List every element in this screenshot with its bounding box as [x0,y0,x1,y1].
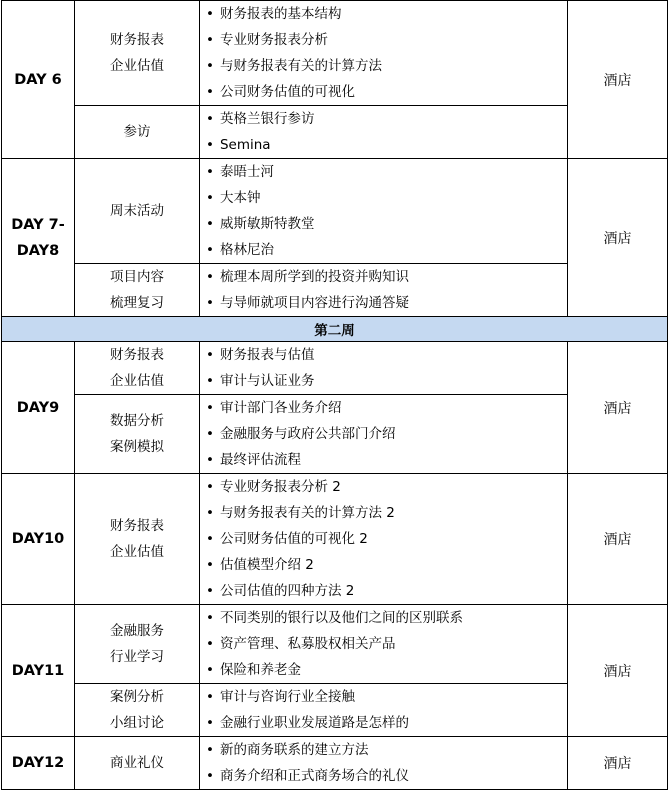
session-items [200,474,568,605]
bullet-item: • 英格兰银行参访 [206,106,567,132]
session-items [200,106,568,159]
schedule-row [2,1,668,106]
week-header-row [2,317,668,342]
session-topic [75,159,200,264]
bullet-item: • 与导师就项目内容进行沟通答疑 [206,290,567,316]
bullet-list [206,342,567,394]
bullet-item: • 商务介绍和正式商务场合的礼仪 [206,763,567,789]
day-label [2,605,75,737]
bullet-item: • 威斯敏斯特教堂 [206,211,567,237]
session-topic [75,605,200,684]
bullet-item: • 公司财务估值的可视化 2 [206,526,567,552]
day-label-line: DAY11 [11,662,65,679]
session-items [200,395,568,474]
session-topic [75,737,200,790]
session-topic [75,684,200,737]
bullet-list [206,159,567,263]
bullet-item: • 审计部门各业务介绍 [206,395,567,421]
bullet-list [206,264,567,316]
session-topic-line: 项目内容 [110,269,164,285]
day-label-line: DAY8 [16,242,60,259]
bullet-list [206,474,567,604]
session-topic [75,1,200,106]
location-cell: 酒店 [568,605,668,737]
bullet-item: • 财务报表的基本结构 [206,1,567,27]
bullet-item: • 与财务报表有关的计算方法 [206,53,567,79]
session-topic-line: 商业礼仪 [110,755,164,771]
bullet-item: • 审计与认证业务 [206,368,567,394]
session-items [200,684,568,737]
session-topic [75,106,200,159]
bullet-item: • 公司估值的四种方法 2 [206,578,567,604]
session-topic-line: 数据分析 [110,413,164,429]
bullet-list [206,737,567,789]
bullet-item: • 专业财务报表分析 [206,27,567,53]
bullet-item: • 最终评估流程 [206,447,567,473]
bullet-item: • 大本钟 [206,185,567,211]
bullet-item: • 新的商务联系的建立方法 [206,737,567,763]
bullet-item: • Semina [206,132,567,158]
session-topic-line: 案例分析 [110,689,164,705]
session-topic-line: 案例模拟 [110,439,164,455]
day-label-line: DAY 7- [11,216,65,233]
day-label [2,1,75,159]
bullet-list [206,605,567,683]
bullet-item: • 审计与咨询行业全接触 [206,684,567,710]
session-topic-line: 财务报表 [110,347,164,363]
bullet-item: • 格林尼治 [206,237,567,263]
location-cell: 酒店 [568,737,668,790]
day-label [2,737,75,790]
session-items [200,264,568,317]
bullet-list [206,684,567,736]
bullet-item: • 公司财务估值的可视化 [206,79,567,105]
schedule-row [2,605,668,684]
schedule-row [2,159,668,264]
session-topic [75,264,200,317]
bullet-item: • 估值模型介绍 2 [206,552,567,578]
bullet-item: • 不同类别的银行以及他们之间的区别联系 [206,605,567,631]
session-items [200,342,568,395]
bullet-list [206,1,567,105]
day-label-line: DAY10 [11,531,65,547]
schedule-body [2,1,668,790]
session-topic-line: 财务报表 [110,32,164,48]
day-label [2,159,75,317]
location-cell: 酒店 [568,474,668,605]
session-topic-line: 金融服务 [110,623,164,639]
bullet-item: • 金融行业职业发展道路是怎样的 [206,710,567,736]
session-items [200,1,568,106]
bullet-list [206,106,567,158]
session-topic [75,395,200,474]
session-topic-line: 企业估值 [110,58,164,74]
session-items [200,605,568,684]
bullet-item: • 泰晤士河 [206,159,567,185]
day-label [2,474,75,605]
schedule-row [2,342,668,395]
session-items [200,159,568,264]
session-topic [75,342,200,395]
day-label [2,342,75,474]
day-label-line: DAY9 [16,399,60,416]
location-cell: 酒店 [568,342,668,474]
session-topic-line: 行业学习 [110,649,164,665]
schedule-row [2,474,668,605]
session-topic-line: 小组讨论 [110,715,164,731]
bullet-list [206,395,567,473]
bullet-item: • 保险和养老金 [206,657,567,683]
location-cell: 酒店 [568,1,668,159]
session-topic-line: 梳理复习 [110,295,164,311]
schedule-table [1,0,668,790]
bullet-item: • 与财务报表有关的计算方法 2 [206,500,567,526]
session-topic-line: 财务报表 [110,518,164,534]
bullet-item: • 金融服务与政府公共部门介绍 [206,421,567,447]
session-topic-line: 周末活动 [110,203,164,219]
day-label-line: DAY 6 [14,71,62,88]
bullet-item: • 专业财务报表分析 2 [206,474,567,500]
location-cell: 酒店 [568,159,668,317]
session-items [200,737,568,790]
session-topic-line: 企业估值 [110,544,164,560]
session-topic-line: 企业估值 [110,373,164,389]
bullet-item: • 财务报表与估值 [206,342,567,368]
week-label: 第二周 [2,317,668,342]
bullet-item: • 梳理本周所学到的投资并购知识 [206,264,567,290]
session-topic [75,474,200,605]
day-label-line: DAY12 [11,755,65,771]
bullet-item: • 资产管理、私募股权相关产品 [206,631,567,657]
schedule-row [2,737,668,790]
session-topic-line: 参访 [123,124,151,140]
